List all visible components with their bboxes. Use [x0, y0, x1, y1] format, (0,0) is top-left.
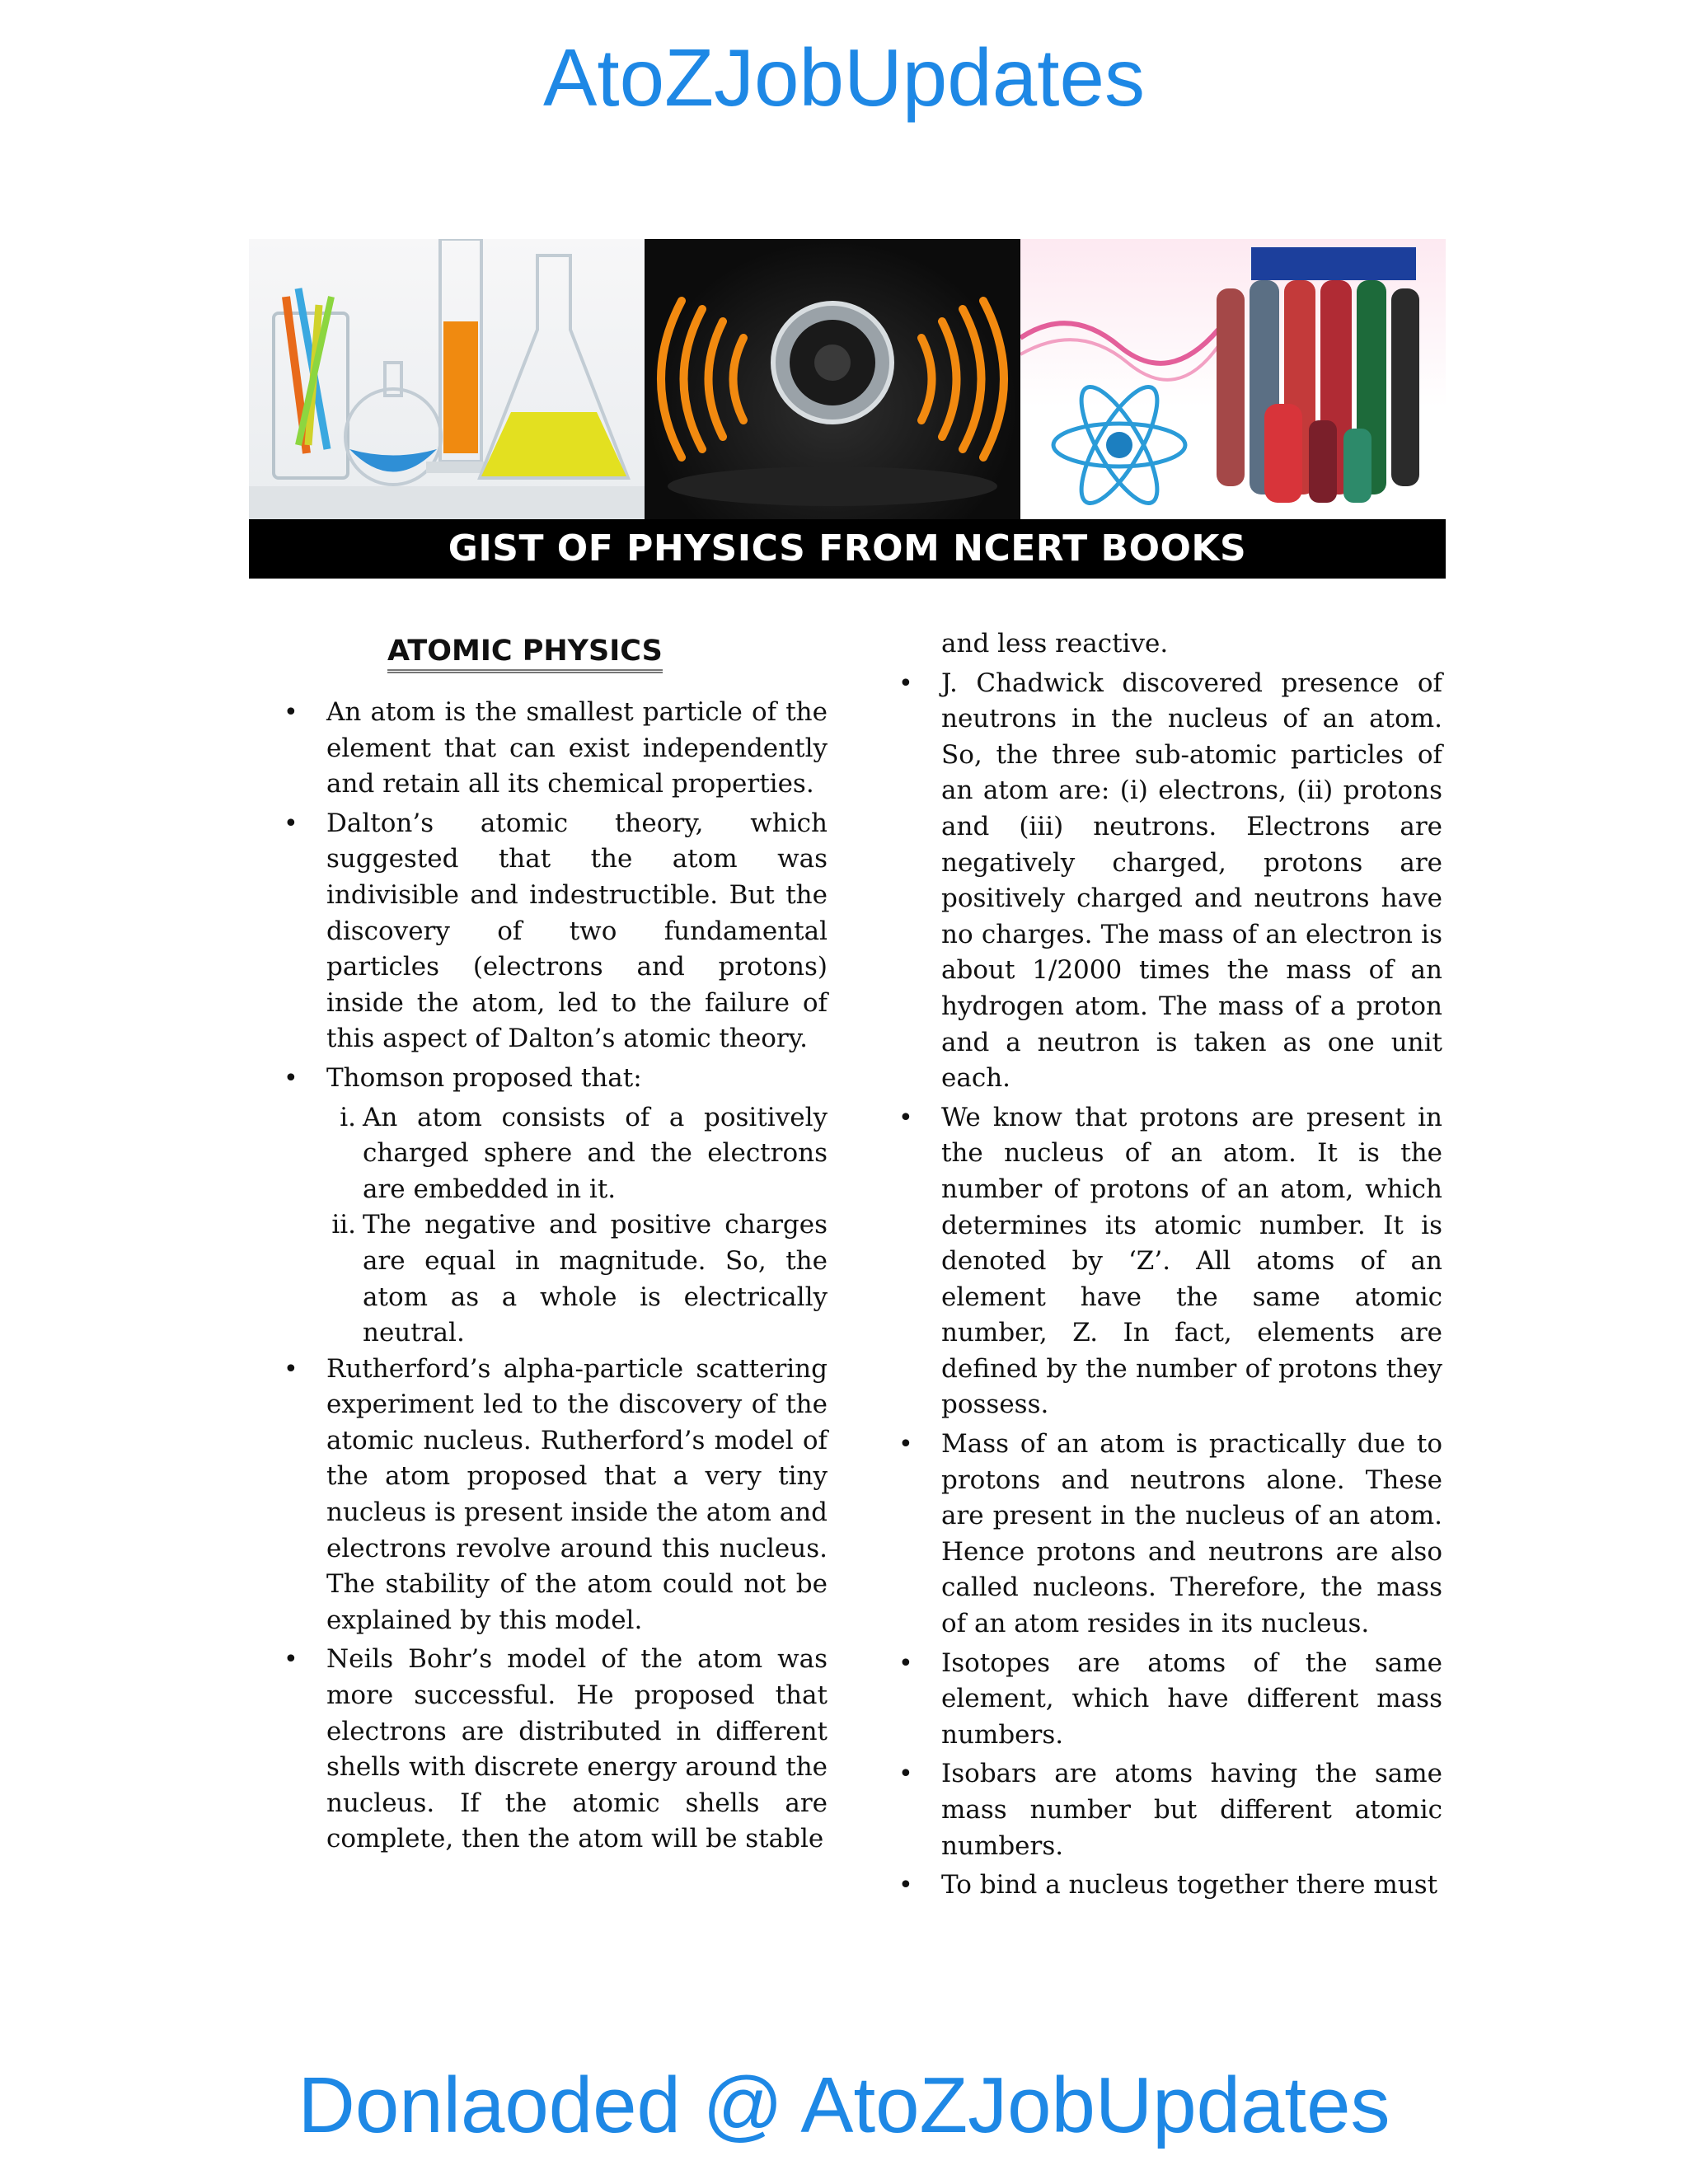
right-column — [892, 626, 1442, 1907]
banner-images — [249, 239, 1446, 519]
bullet-icon: • — [284, 1354, 298, 1384]
list-item — [892, 1100, 1442, 1423]
list-item-text: Thomson proposed that: — [326, 1062, 642, 1093]
speaker-image — [645, 239, 1020, 519]
list-item — [892, 1868, 1442, 1904]
bullet-icon: • — [898, 1103, 913, 1132]
list-item-text: An atom is the smallest particle of the element that can exist independently and retain all its chemical properties. — [326, 697, 828, 799]
sub-list-text: An atom consists of a positively charged sphere and the electrons are embedded in it. — [363, 1102, 828, 1204]
sub-list-item — [277, 1207, 828, 1351]
section-heading: ATOMIC PHYSICS — [387, 635, 663, 673]
continued-text-content: and less reactive. — [941, 629, 1169, 658]
list-item — [277, 1352, 828, 1639]
bullet-icon: • — [284, 1645, 298, 1675]
bullet-icon: • — [898, 1871, 913, 1900]
atom-cylinders-image — [1020, 239, 1446, 519]
list-item-text: We know that protons are present in the nucleus of an atom. It is the number of protons of an atom, which determines its atomic number. It is denoted by ‘Z’. All atoms of an element have the same atomic number, Z. In fact, elements are defined by the number of protons they possess. — [941, 1102, 1442, 1420]
watermark-top: AtoZJobUpdates — [543, 32, 1145, 123]
list-item-text: Isotopes are atoms of the same element, which have different mass numbers. — [941, 1647, 1442, 1750]
list-item-text: J. Chadwick discovered presence of neutrons in the nucleus of an atom. So, the three sub-atomic particles of an atom are: (i) electrons, (ii) protons and (iii) neutrons. Electrons are negatively charged, protons are positively charged and neutrons have no charges. The mass of an electron is about 1/2000 times the mass of an hydrogen atom. The mass of a proton and a neutron is taken as one unit each. — [941, 668, 1442, 1094]
list-item — [277, 1642, 828, 1858]
list-item — [277, 806, 828, 1057]
list-item — [277, 1061, 828, 1097]
list-item-text: Neils Bohr’s model of the atom was more successful. He proposed that electrons are distributed in different shells with discrete energy around the nucleus. If the atomic shells are complete, then the atom will be stable — [326, 1644, 828, 1854]
header-banner — [249, 239, 1446, 579]
continued-text — [892, 626, 1442, 663]
bullet-icon: • — [898, 1648, 913, 1678]
list-item — [892, 1427, 1442, 1643]
glassware-image — [249, 239, 645, 519]
watermark-bottom: Donlaoded @ AtoZJobUpdates — [298, 2061, 1390, 2149]
bullet-icon: • — [898, 1430, 913, 1460]
list-item — [892, 1756, 1442, 1864]
left-column — [277, 626, 828, 1861]
bullet-icon: • — [284, 1063, 298, 1093]
list-item — [892, 666, 1442, 1097]
sub-list-item — [277, 1100, 828, 1208]
list-item — [277, 695, 828, 803]
list-item-text: Dalton’s atomic theory, which suggested that the atom was indivisible and indestructible. But the discovery of two fundamental particles (electrons and protons) inside the atom, led to the failure of this aspect of Dalton’s atomic theory. — [326, 808, 828, 1054]
list-item-text: Rutherford’s alpha-particle scattering experiment led to the discovery of the atomic nucleus. Rutherford’s model of the atom proposed that a very tiny nucleus is present inside the atom and electrons revolve around this nucleus. The stability of the atom could not be explained by this model. — [326, 1353, 828, 1635]
list-item-text: Mass of an atom is practically due to protons and neutrons alone. These are present in the nucleus of an atom. Hence protons and neutrons are also called nucleons. Therefore, the mass of an atom resides in its nucleus. — [941, 1429, 1442, 1639]
sub-list-text: The negative and positive charges are equal in magnitude. So, the atom as a whole is electrically neutral. — [363, 1210, 828, 1348]
banner-title: GIST OF PHYSICS FROM NCERT BOOKS — [249, 519, 1446, 579]
bullet-icon: • — [284, 698, 298, 727]
bullet-icon: • — [284, 808, 298, 838]
bullet-icon: • — [898, 1760, 913, 1789]
sub-list-number: ii. — [331, 1210, 356, 1240]
sub-list-number: i. — [340, 1102, 356, 1132]
list-item — [892, 1646, 1442, 1754]
list-item-text: To bind a nucleus together there must — [941, 1870, 1438, 1900]
list-item-text: Isobars are atoms having the same mass number but different atomic numbers. — [941, 1759, 1442, 1861]
bullet-icon: • — [898, 668, 913, 698]
